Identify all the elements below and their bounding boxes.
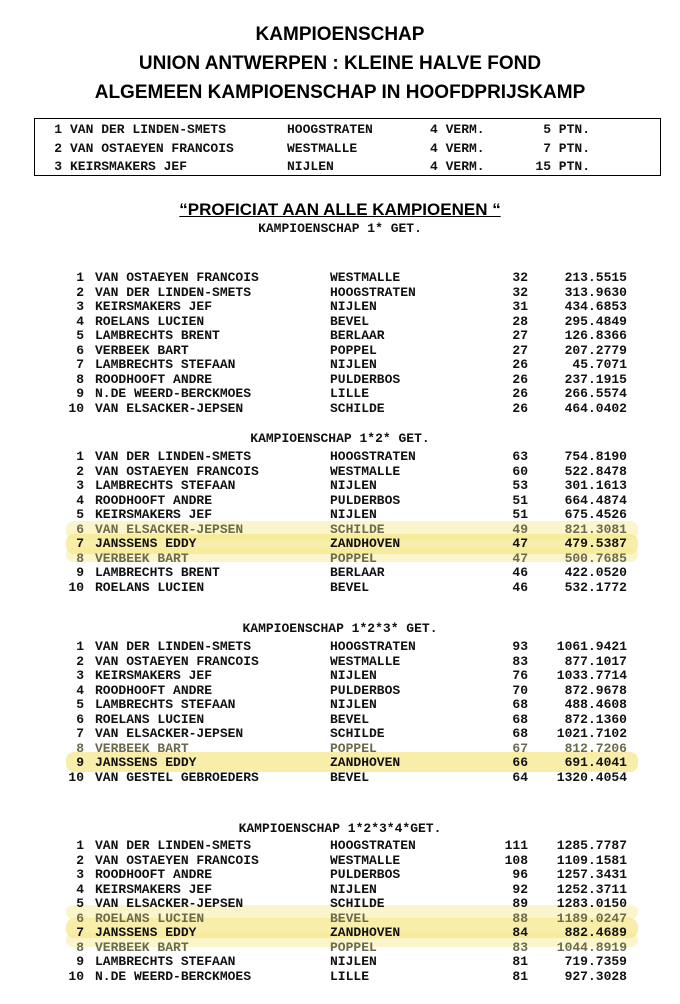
- row-place: PULDERBOS: [330, 492, 401, 508]
- row-name: VAN OSTAEYEN FRANCOIS: [95, 463, 259, 479]
- ranking-row: [0, 867, 680, 882]
- row-name: VAN OSTAEYEN FRANCOIS: [95, 653, 259, 669]
- row-value: 464.0402: [564, 400, 627, 416]
- row-rank: 9: [76, 565, 84, 580]
- row-score: 70: [512, 682, 528, 698]
- row-rank: 5: [76, 697, 84, 712]
- row-value: 1285.7787: [556, 838, 627, 853]
- row-place: POPPEL: [330, 740, 377, 756]
- ranking-row: [0, 449, 680, 464]
- overall-ptn: 7 PTN.: [543, 141, 590, 156]
- row-value: 872.9678: [564, 682, 627, 698]
- row-place: HOOGSTRATEN: [330, 449, 416, 464]
- row-rank: 8: [76, 939, 84, 955]
- row-score: 83: [512, 939, 528, 955]
- ranking-row: [0, 896, 680, 911]
- row-name: VAN ELSACKER-JEPSEN: [95, 896, 244, 911]
- ranking-row: [0, 270, 680, 285]
- row-value: 754.8190: [564, 449, 627, 464]
- row-name: VAN OSTAEYEN FRANCOIS: [95, 270, 259, 285]
- row-name: JANSSENS EDDY: [95, 755, 197, 770]
- row-rank: 4: [76, 881, 84, 897]
- row-value: 45.7071: [572, 357, 627, 372]
- row-name: JANSSENS EDDY: [95, 536, 197, 551]
- row-rank: 3: [76, 299, 84, 314]
- row-name: VAN DER LINDEN-SMETS: [95, 449, 252, 464]
- row-value: 479.5387: [564, 536, 627, 551]
- overall-place: WESTMALLE: [287, 141, 358, 156]
- overall-place: HOOGSTRATEN: [287, 122, 373, 137]
- row-place: WESTMALLE: [330, 653, 401, 669]
- ranking-row: [0, 464, 680, 479]
- ranking-row: [0, 565, 680, 580]
- row-rank: 6: [76, 521, 84, 537]
- overall-name: VAN OSTAEYEN FRANCOIS: [70, 141, 234, 156]
- row-rank: 10: [68, 769, 84, 785]
- row-value: 812.7206: [564, 740, 627, 756]
- row-score: 68: [512, 711, 528, 727]
- ranking-row: [0, 551, 680, 566]
- row-name: VERBEEK BART: [95, 550, 189, 566]
- row-rank: 1: [76, 449, 84, 464]
- row-score: 51: [512, 492, 528, 508]
- row-value: 664.4874: [564, 492, 627, 508]
- row-score: 81: [512, 968, 528, 984]
- row-place: HOOGSTRATEN: [330, 284, 416, 300]
- ranking-row: [0, 372, 680, 387]
- row-rank: 6: [76, 910, 84, 926]
- row-place: HOOGSTRATEN: [330, 838, 416, 853]
- row-rank: 6: [76, 342, 84, 358]
- ranking-row: [0, 741, 680, 756]
- overall-name: VAN DER LINDEN-SMETS: [70, 122, 227, 137]
- row-rank: 2: [76, 653, 84, 669]
- ranking-row: [0, 697, 680, 712]
- section-heading: KAMPIOENSCHAP 1* GET.: [258, 221, 422, 236]
- row-place: BEVEL: [330, 910, 370, 926]
- section-heading: KAMPIOENSCHAP 1*2* GET.: [250, 431, 430, 446]
- ranking-row: [0, 755, 680, 770]
- ranking-row: [0, 507, 680, 522]
- row-score: 26: [512, 371, 528, 387]
- row-value: 500.7685: [564, 550, 627, 566]
- row-value: 301.1613: [564, 478, 627, 493]
- ranking-row: [0, 580, 680, 595]
- row-score: 51: [512, 507, 528, 522]
- overall-ptn: 5 PTN.: [543, 122, 590, 137]
- row-name: VAN DER LINDEN-SMETS: [95, 838, 252, 853]
- row-rank: 6: [76, 711, 84, 727]
- row-rank: 1: [76, 639, 84, 654]
- row-score: 60: [512, 463, 528, 479]
- row-place: SCHILDE: [330, 521, 385, 537]
- row-value: 1109.1581: [556, 852, 627, 868]
- ranking-row: [0, 493, 680, 508]
- row-value: 126.8366: [564, 328, 627, 343]
- row-score: 31: [512, 299, 528, 314]
- overall-row: [0, 159, 680, 174]
- row-score: 88: [512, 910, 528, 926]
- congratulations-banner: “PROFICIAT AAN ALLE KAMPIOENEN “: [179, 200, 501, 219]
- row-value: 1320.4054: [556, 769, 627, 785]
- row-value: 422.0520: [564, 565, 627, 580]
- row-value: 295.4849: [564, 313, 627, 329]
- row-place: WESTMALLE: [330, 463, 401, 479]
- row-place: NIJLEN: [330, 881, 377, 897]
- title-line-2: UNION ANTWERPEN : KLEINE HALVE FOND: [138, 53, 542, 74]
- row-rank: 5: [76, 507, 84, 522]
- row-place: HOOGSTRATEN: [330, 639, 416, 654]
- row-name: KEIRSMAKERS JEF: [95, 881, 213, 897]
- row-rank: 9: [76, 954, 84, 969]
- row-name: ROELANS LUCIEN: [95, 579, 205, 595]
- row-score: 89: [512, 896, 528, 911]
- ranking-row: [0, 770, 680, 785]
- row-value: 532.1772: [564, 579, 627, 595]
- row-rank: 4: [76, 492, 84, 508]
- row-place: SCHILDE: [330, 726, 385, 741]
- ranking-row: [0, 726, 680, 741]
- row-value: 1283.0150: [556, 896, 627, 911]
- ranking-row: [0, 478, 680, 493]
- row-rank: 7: [76, 536, 84, 551]
- row-place: NIJLEN: [330, 954, 377, 969]
- row-place: NIJLEN: [330, 507, 377, 522]
- row-score: 47: [512, 536, 528, 551]
- row-name: JANSSENS EDDY: [95, 925, 197, 940]
- row-place: BEVEL: [330, 769, 370, 785]
- ranking-row: [0, 683, 680, 698]
- row-score: 96: [512, 867, 528, 882]
- row-value: 1044.8919: [556, 939, 627, 955]
- row-name: ROELANS LUCIEN: [95, 910, 205, 926]
- row-score: 32: [512, 270, 528, 285]
- row-rank: 3: [76, 668, 84, 683]
- row-value: 927.3028: [564, 968, 627, 984]
- row-value: 313.9630: [564, 284, 627, 300]
- row-value: 207.2779: [564, 342, 627, 358]
- row-value: 872.1360: [564, 711, 627, 727]
- row-score: 28: [512, 313, 528, 329]
- row-place: PULDERBOS: [330, 371, 401, 387]
- row-place: WESTMALLE: [330, 270, 401, 285]
- row-score: 27: [512, 328, 528, 343]
- row-rank: 9: [76, 386, 84, 401]
- ranking-row: [0, 882, 680, 897]
- row-value: 488.4608: [564, 697, 627, 712]
- row-place: NIJLEN: [330, 299, 377, 314]
- row-rank: 9: [76, 755, 84, 770]
- row-name: ROELANS LUCIEN: [95, 313, 205, 329]
- ranking-row: [0, 328, 680, 343]
- ranking-row: [0, 357, 680, 372]
- row-place: WESTMALLE: [330, 852, 401, 868]
- overall-row: [0, 122, 680, 137]
- row-score: 32: [512, 284, 528, 300]
- row-score: 26: [512, 386, 528, 401]
- row-place: BERLAAR: [330, 328, 385, 343]
- row-name: KEIRSMAKERS JEF: [95, 668, 213, 683]
- row-place: ZANDHOVEN: [330, 925, 401, 940]
- row-name: LAMBRECHTS STEFAAN: [95, 697, 236, 712]
- ranking-row: [0, 654, 680, 669]
- row-rank: 7: [76, 925, 84, 940]
- row-rank: 10: [68, 400, 84, 416]
- row-value: 522.8478: [564, 463, 627, 479]
- overall-place: NIJLEN: [287, 159, 334, 174]
- row-score: 26: [512, 400, 528, 416]
- row-score: 46: [512, 565, 528, 580]
- ranking-row: [0, 668, 680, 683]
- row-value: 691.4041: [564, 755, 627, 770]
- row-place: NIJLEN: [330, 478, 377, 493]
- overall-ptn: 15 PTN.: [535, 159, 590, 174]
- row-value: 1252.3711: [556, 881, 627, 897]
- row-value: 1189.0247: [556, 910, 627, 926]
- section-heading: KAMPIOENSCHAP 1*2*3*4*GET.: [238, 821, 442, 836]
- overall-verm: 4 VERM.: [430, 141, 485, 156]
- ranking-row: [0, 522, 680, 537]
- row-rank: 3: [76, 478, 84, 493]
- ranking-row: [0, 536, 680, 551]
- row-place: SCHILDE: [330, 400, 385, 416]
- ranking-row: [0, 940, 680, 955]
- row-name: VAN ELSACKER-JEPSEN: [95, 521, 244, 537]
- section-heading: KAMPIOENSCHAP 1*2*3* GET.: [242, 621, 438, 636]
- row-rank: 8: [76, 740, 84, 756]
- overall-verm: 4 VERM.: [430, 159, 485, 174]
- row-score: 53: [512, 478, 528, 493]
- row-rank: 4: [76, 682, 84, 698]
- ranking-row: [0, 401, 680, 416]
- row-score: 108: [504, 852, 528, 868]
- overall-rank: 3: [54, 159, 62, 174]
- ranking-row: [0, 969, 680, 984]
- row-name: VAN OSTAEYEN FRANCOIS: [95, 852, 259, 868]
- row-name: ROELANS LUCIEN: [95, 711, 205, 727]
- row-place: LILLE: [330, 386, 370, 401]
- row-rank: 1: [76, 270, 84, 285]
- row-name: VAN ELSACKER-JEPSEN: [95, 400, 244, 416]
- row-value: 1061.9421: [556, 639, 627, 654]
- row-rank: 1: [76, 838, 84, 853]
- row-name: VAN GESTEL GEBROEDERS: [95, 769, 259, 785]
- ranking-row: [0, 639, 680, 654]
- overall-rank: 2: [54, 141, 62, 156]
- ranking-row: [0, 838, 680, 853]
- row-place: POPPEL: [330, 550, 377, 566]
- row-value: 1257.3431: [556, 867, 627, 882]
- row-place: PULDERBOS: [330, 867, 401, 882]
- row-place: BEVEL: [330, 313, 370, 329]
- row-score: 68: [512, 726, 528, 741]
- row-score: 46: [512, 579, 528, 595]
- row-rank: 5: [76, 328, 84, 343]
- row-score: 26: [512, 357, 528, 372]
- row-name: LAMBRECHTS STEFAAN: [95, 478, 236, 493]
- row-name: VERBEEK BART: [95, 939, 189, 955]
- row-name: VERBEEK BART: [95, 740, 189, 756]
- row-place: ZANDHOVEN: [330, 755, 401, 770]
- row-place: BEVEL: [330, 711, 370, 727]
- row-rank: 2: [76, 284, 84, 300]
- row-value: 882.4689: [564, 925, 627, 940]
- row-score: 76: [512, 668, 528, 683]
- row-name: KEIRSMAKERS JEF: [95, 507, 213, 522]
- ranking-row: [0, 285, 680, 300]
- ranking-row: [0, 853, 680, 868]
- row-value: 237.1915: [564, 371, 627, 387]
- row-score: 64: [512, 769, 528, 785]
- row-rank: 7: [76, 726, 84, 741]
- row-value: 877.1017: [564, 653, 627, 669]
- row-score: 81: [512, 954, 528, 969]
- row-rank: 2: [76, 463, 84, 479]
- row-score: 49: [512, 521, 528, 537]
- row-score: 92: [512, 881, 528, 897]
- row-name: KEIRSMAKERS JEF: [95, 299, 213, 314]
- row-rank: 8: [76, 550, 84, 566]
- row-name: LAMBRECHTS BRENT: [95, 565, 220, 580]
- row-score: 63: [512, 449, 528, 464]
- row-rank: 4: [76, 313, 84, 329]
- row-name: LAMBRECHTS BRENT: [95, 328, 220, 343]
- row-score: 66: [512, 755, 528, 770]
- row-place: LILLE: [330, 968, 370, 984]
- overall-name: KEIRSMAKERS JEF: [70, 159, 188, 174]
- overall-row: [0, 141, 680, 156]
- row-place: PULDERBOS: [330, 682, 401, 698]
- row-rank: 3: [76, 867, 84, 882]
- row-value: 434.6853: [564, 299, 627, 314]
- row-name: ROODHOOFT ANDRE: [95, 371, 213, 387]
- row-score: 93: [512, 639, 528, 654]
- row-rank: 5: [76, 896, 84, 911]
- row-name: N.DE WEERD-BERCKMOES: [95, 386, 252, 401]
- overall-rank: 1: [54, 122, 62, 137]
- row-name: N.DE WEERD-BERCKMOES: [95, 968, 252, 984]
- row-name: VAN ELSACKER-JEPSEN: [95, 726, 244, 741]
- row-score: 67: [512, 740, 528, 756]
- row-value: 213.5515: [564, 270, 627, 285]
- row-place: POPPEL: [330, 939, 377, 955]
- row-value: 719.7359: [564, 954, 627, 969]
- row-score: 111: [504, 838, 528, 853]
- row-place: NIJLEN: [330, 668, 377, 683]
- row-place: BERLAAR: [330, 565, 385, 580]
- title-line-3: ALGEMEEN KAMPIOENSCHAP IN HOOFDPRIJSKAMP: [94, 82, 586, 103]
- row-value: 1033.7714: [556, 668, 627, 683]
- row-score: 84: [512, 925, 528, 940]
- ranking-row: [0, 343, 680, 358]
- row-value: 1021.7102: [556, 726, 627, 741]
- row-name: ROODHOOFT ANDRE: [95, 492, 213, 508]
- ranking-row: [0, 314, 680, 329]
- ranking-row: [0, 954, 680, 969]
- row-rank: 10: [68, 579, 84, 595]
- row-value: 266.5574: [564, 386, 627, 401]
- row-value: 675.4526: [564, 507, 627, 522]
- row-rank: 7: [76, 357, 84, 372]
- row-score: 47: [512, 550, 528, 566]
- row-name: LAMBRECHTS STEFAAN: [95, 357, 236, 372]
- title-line-1: KAMPIOENSCHAP: [255, 24, 425, 45]
- row-name: LAMBRECHTS STEFAAN: [95, 954, 236, 969]
- row-value: 821.3081: [564, 521, 627, 537]
- row-rank: 8: [76, 371, 84, 387]
- row-rank: 2: [76, 852, 84, 868]
- overall-verm: 4 VERM.: [430, 122, 485, 137]
- row-name: VAN DER LINDEN-SMETS: [95, 639, 252, 654]
- row-place: BEVEL: [330, 579, 370, 595]
- ranking-row: [0, 925, 680, 940]
- row-name: ROODHOOFT ANDRE: [95, 867, 213, 882]
- ranking-row: [0, 712, 680, 727]
- ranking-row: [0, 299, 680, 314]
- row-name: ROODHOOFT ANDRE: [95, 682, 213, 698]
- row-rank: 10: [68, 968, 84, 984]
- ranking-row: [0, 386, 680, 401]
- row-name: VAN DER LINDEN-SMETS: [95, 284, 252, 300]
- ranking-row: [0, 911, 680, 926]
- row-score: 83: [512, 653, 528, 669]
- row-place: NIJLEN: [330, 697, 377, 712]
- row-place: SCHILDE: [330, 896, 385, 911]
- row-score: 27: [512, 342, 528, 358]
- row-place: NIJLEN: [330, 357, 377, 372]
- row-name: VERBEEK BART: [95, 342, 189, 358]
- row-place: POPPEL: [330, 342, 377, 358]
- row-place: ZANDHOVEN: [330, 536, 401, 551]
- row-score: 68: [512, 697, 528, 712]
